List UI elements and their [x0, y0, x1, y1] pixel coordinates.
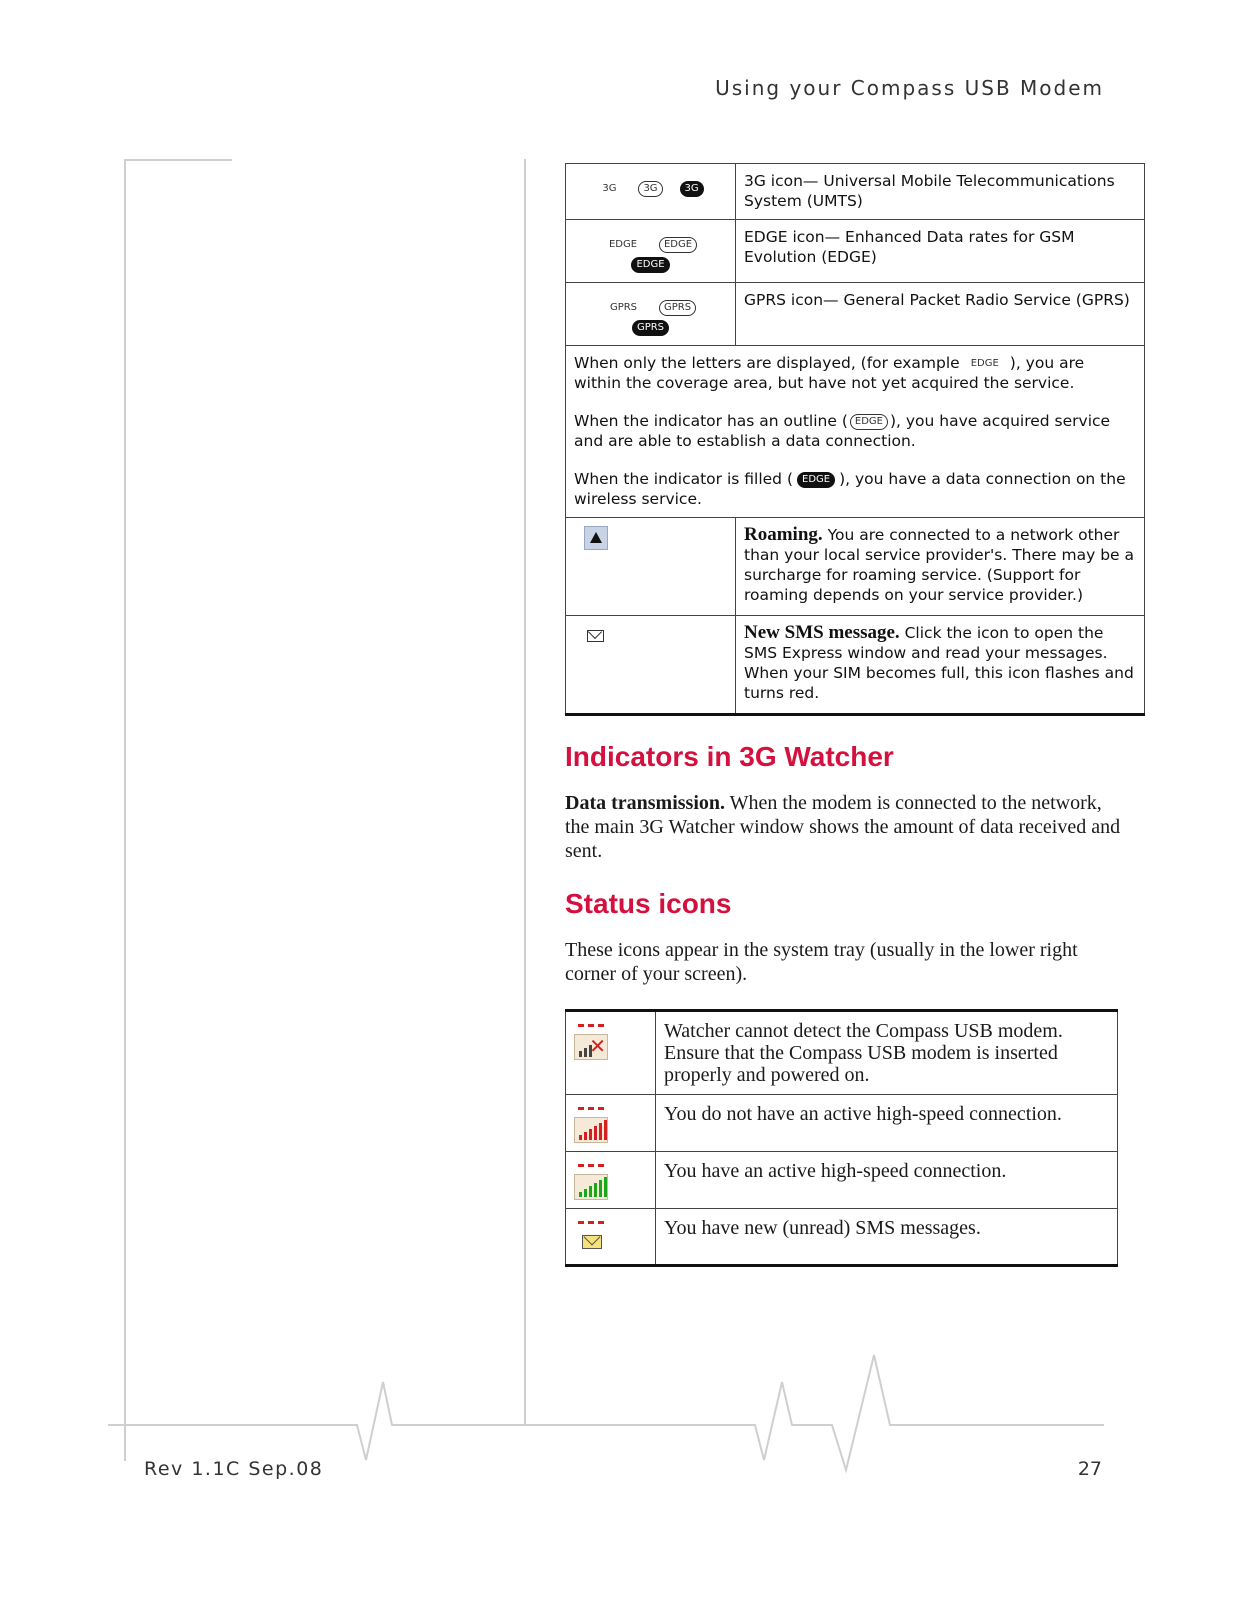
table-row: [566, 283, 1145, 346]
table-row: [566, 518, 1145, 616]
roaming-icon-cell: [566, 518, 736, 616]
status-description: You do not have an active high-speed connection.: [656, 1095, 1118, 1152]
no-modem-x-mark: ✕: [589, 1034, 606, 1058]
table-row: [566, 164, 1145, 220]
frame-column-rule: [524, 159, 526, 1425]
indicators-heading: Indicators in 3G Watcher: [565, 741, 894, 772]
gprs-outline-icon: GPRS: [659, 300, 696, 316]
roaming-title: Roaming.: [744, 524, 823, 545]
table-row: [566, 220, 1145, 283]
data-transmission-lead: Data transmission.: [565, 792, 726, 814]
roaming-triangle-icon: [584, 526, 608, 550]
status-icon-cell: [566, 1011, 656, 1095]
network-icon-cell: [566, 283, 736, 346]
table-row: [566, 616, 1145, 715]
network-icon-cell: [566, 220, 736, 283]
signal-wave: [578, 1164, 604, 1173]
note-letters: When only the letters are displayed, (for example EDGE ), you are within the coverage area, but have not yet acquired the service.: [574, 354, 1085, 392]
high-speed-tray-icon: [574, 1164, 608, 1200]
status-icon-cell: [566, 1152, 656, 1209]
edge-outline-icon: EDGE: [659, 237, 697, 253]
indicator-notes: [566, 346, 1145, 518]
status-description: You have new (unread) SMS messages.: [656, 1209, 1118, 1266]
gprs-plain-icon: GPRS: [609, 301, 638, 313]
table-row: [566, 1011, 1118, 1095]
main-column: [565, 163, 1147, 1239]
edge-plain-icon: EDGE: [608, 238, 638, 250]
status-icons-heading: Status icons: [565, 888, 732, 919]
gprs-filled-icon: GPRS: [632, 320, 669, 336]
sms-title: New SMS message.: [744, 622, 900, 643]
3g-plain-icon: 3G: [602, 182, 617, 194]
status-icon-cell: [566, 1095, 656, 1152]
table-row: [566, 346, 1145, 518]
roaming-description: [736, 518, 1145, 616]
status-icons-table: [565, 1009, 1118, 1267]
status-description: Watcher cannot detect the Compass USB modem. Ensure that the Compass USB modem is inserted properly and powered on.: [656, 1011, 1118, 1095]
signal-bars: [579, 1120, 607, 1140]
edge-filled-icon: EDGE: [797, 472, 835, 488]
no-high-speed-tray-icon: [574, 1107, 608, 1143]
frame-left-rule: [124, 159, 126, 1461]
note-filled: When the indicator is filled ( EDGE ), you have a data connection on the wireless service.: [574, 470, 1126, 508]
3g-outline-icon: 3G: [638, 181, 662, 197]
roaming-text: You are connected to a network other than your local service provider's. There may be a surcharge for roaming service. (Support for roaming depends on your service provider.): [744, 526, 1135, 604]
page-number: 27: [1077, 1458, 1102, 1480]
footer-revision: Rev 1.1C Sep.08: [144, 1458, 324, 1480]
running-header: Using your Compass USB Modem: [715, 76, 1104, 100]
no-modem-tray-icon: [574, 1024, 608, 1060]
status-description: You have an active high-speed connection.: [656, 1152, 1118, 1209]
edge-outline-icon: EDGE: [850, 414, 888, 430]
table-row: [566, 1152, 1118, 1209]
sms-text: Click the icon to open the SMS Express window and read your messages. When your SIM becomes full, this icon flashes and turns red.: [744, 624, 1134, 702]
signal-wave: [578, 1107, 604, 1116]
network-icons-table: [565, 163, 1145, 716]
frame-top-rule: [124, 159, 232, 161]
3g-filled-icon: 3G: [680, 181, 704, 197]
new-sms-tray-icon: [574, 1221, 608, 1257]
signal-bars: [579, 1177, 607, 1197]
data-transmission-text: When the modem is connected to the network, the main 3G Watcher window shows the amount of data received and sent.: [565, 792, 1121, 862]
sms-description: [736, 616, 1145, 715]
status-intro-paragraph: These icons appear in the system tray (usually in the lower right corner of your screen).: [565, 939, 1078, 985]
edge-plain-icon: EDGE: [970, 357, 999, 369]
table-row: [566, 1095, 1118, 1152]
network-icon-cell: [566, 164, 736, 220]
sms-icon-cell: [566, 616, 736, 715]
envelope-icon: [587, 630, 604, 642]
edge-filled-icon: EDGE: [631, 257, 669, 273]
network-description: EDGE icon— Enhanced Data rates for GSM Evolution (EDGE): [736, 220, 1145, 283]
envelope-icon: [582, 1235, 602, 1249]
status-icon-cell: [566, 1209, 656, 1266]
data-transmission-paragraph: [565, 791, 1125, 863]
network-description: 3G icon— Universal Mobile Telecommunications System (UMTS): [736, 164, 1145, 220]
heartbeat-path: [108, 1355, 1104, 1470]
signal-wave: [578, 1024, 604, 1033]
table-row: [566, 1209, 1118, 1266]
network-description: GPRS icon— General Packet Radio Service (GPRS): [736, 283, 1145, 346]
note-outline: When the indicator has an outline ( EDGE ), you have acquired service and are able to establish a data connection.: [574, 412, 1111, 450]
